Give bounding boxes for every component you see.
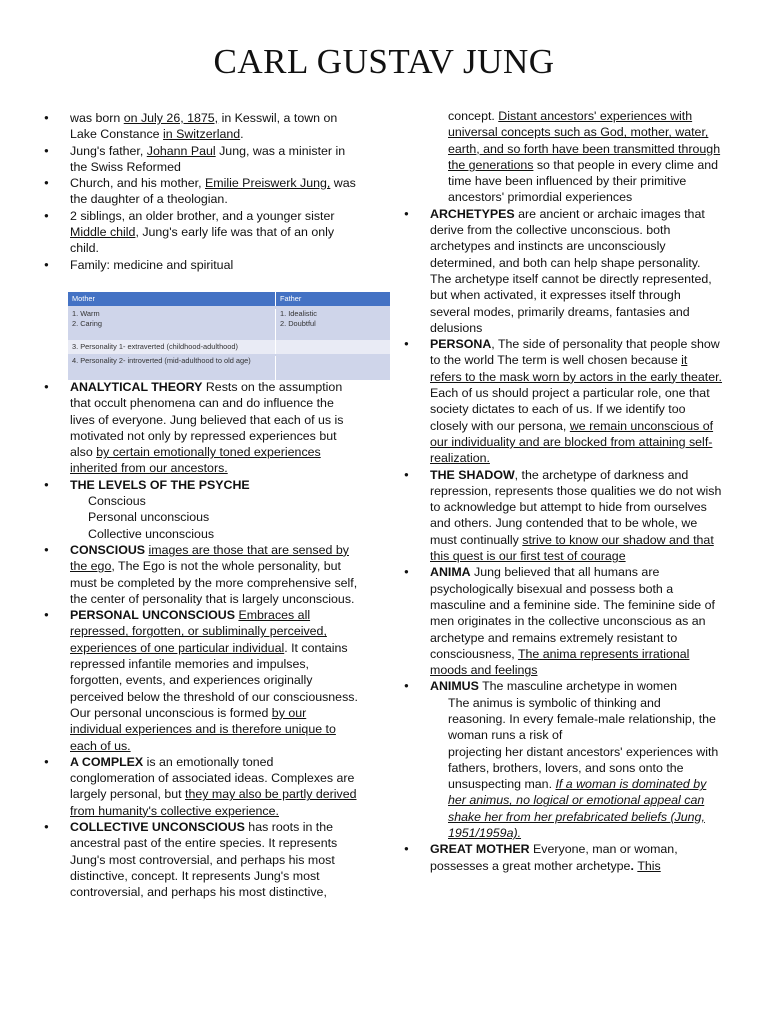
list-item-levels: ● THE LEVELS OF THE PSYCHE Conscious Personal unconscious Collective unconscious	[44, 477, 360, 542]
right-column	[404, 108, 722, 874]
list-item-mother: ● Church, and his mother, Emilie Preiswerk Jung, was the daughter of a theologian.	[44, 175, 360, 208]
left-column	[44, 110, 360, 900]
list-item-shadow: ● THE SHADOW, the archetype of darkness and repression, represents those qualities we do not wish to acknowledge but attempt to hide from ourselves and others. Jung contended that to be whole, we must continually strive to know our shadow and that this quest is our first test of courage	[404, 467, 722, 565]
list-item-analytical-theory: ● ANALYTICAL THEORY Rests on the assumption that occult phenomena can and do influence the lives of everyone. Jung believed that each of us is motivated not only by repressed experiences but also by certain emotionally toned experiences inherited from our ancestors.	[44, 379, 360, 477]
header-father: Father	[275, 292, 390, 306]
list-item-father: ● Jung's father, Johann Paul Jung, was a minister in the Swiss Reformed	[44, 143, 360, 176]
table-row: 1. Warm 2. Caring 1. Idealistic 2. Doubtful	[68, 306, 390, 340]
list-item-archetypes: ● ARCHETYPES are ancient or archaic images that derive from the collective unconscious. both archetypes and instincts are unconsciously determined, and both can help shape personality. The archetype itself cannot be directly represented, but when activated, it expresses itself through several modes, primarily dreams, fantasies and delusions	[404, 206, 722, 336]
level-personal-unconscious: Personal unconscious	[88, 510, 210, 525]
parents-table	[68, 292, 390, 380]
list-item-born: ● was born on July 26, 1875, in Kesswil, a town on Lake Constance in Switzerland.	[44, 110, 360, 143]
list-item-conscious: ● CONSCIOUS images are those that are sensed by the ego, The Ego is not the whole personality, but must be completed by the more comprehensive self, the center of personality that is largely unconscious.	[44, 542, 360, 607]
animus-body: The animus is symbolic of thinking and reasoning. In every female-male relationship, the woman runs a risk of projecting her distant ancestors' experiences with fathers, brothers, lovers, and sons onto the unsuspecting man. If a woman is dominated by her animus, no logical or emotional appeal can shake her from her prefabricated beliefs (Jung, 1951/1959a).	[448, 695, 719, 841]
table-row: 3. Personality 1- extraverted (childhood-adulthood)	[68, 340, 390, 354]
list-item-great-mother: ● GREAT MOTHER Everyone, man or woman, possesses a great mother archetype. This	[404, 841, 722, 874]
list-item-family: ● Family: medicine and spiritual	[44, 257, 360, 273]
list-item-siblings: ● 2 siblings, an older brother, and a younger sister Middle child, Jung's early life was that of an only child.	[44, 208, 360, 257]
document-title: CARL GUSTAV JUNG	[213, 42, 555, 81]
list-item-persona: ● PERSONA, The side of personality that people show to the world The term is well chosen because it refers to the mask worn by actors in the early theater. Each of us should project a particular role, one that society dictates to each of us. If we identify too closely with our persona, we remain unconscious of our individuality and are blocked from attaining self-realization.	[404, 336, 722, 466]
list-item-collective-unconscious: ● COLLECTIVE UNCONSCIOUS has roots in the ancestral past of the entire species. It represents Jung's most controversial, and perhaps his most distinctive, concept. It represents Jung's most controversial, and perhaps his most distinctive,	[44, 819, 360, 900]
header-mother: Mother	[72, 294, 96, 303]
collective-continuation: concept. Distant ancestors' experiences with universal concepts such as God, mother, water, earth, and so forth have been transmitted through the generations so that people in every clime and time have been influenced by their primitive ancestors' primordial experiences	[448, 109, 721, 205]
list-item-personal-unconscious: ● PERSONAL UNCONSCIOUS Embraces all repressed, forgotten, or subliminally perceived, experiences of one particular individual. It contains repressed infantile memories and impulses, forgotten, events, and experiences originally perceived below the threshold of our consciousness. Our personal unconscious is formed by our individual experiences and is therefore unique to each of us.	[44, 607, 360, 754]
list-item-animus: ● ANIMUS The masculine archetype in women The animus is symbolic of thinking and reasoning. In every female-male relationship, the woman runs a risk of projecting her distant ancestors' experiences with fathers, brothers, lovers, and sons onto the unsuspecting man. If a woman is dominated by her animus, no logical or emotional appeal can shake her from her prefabricated beliefs (Jung, 1951/1959a).	[404, 678, 722, 841]
list-item-complex: ● A COMPLEX is an emotionally toned conglomeration of associated ideas. Complexes are largely personal, but they may also be partly derived from humanity's collective experience.	[44, 754, 360, 819]
level-collective-unconscious: Collective unconscious	[88, 526, 215, 541]
table-row: 4. Personality 2- introverted (mid-adulthood to old age)	[68, 354, 390, 380]
level-conscious: Conscious	[88, 494, 146, 509]
list-item-anima: ● ANIMA Jung believed that all humans are psychologically bisexual and possess both a masculine and a feminine side. The feminine side of men originates in the collective unconscious as an archetype and remains extremely resistant to consciousness, The anima represents irrational moods and feelings	[404, 564, 722, 678]
table-header	[68, 292, 390, 306]
